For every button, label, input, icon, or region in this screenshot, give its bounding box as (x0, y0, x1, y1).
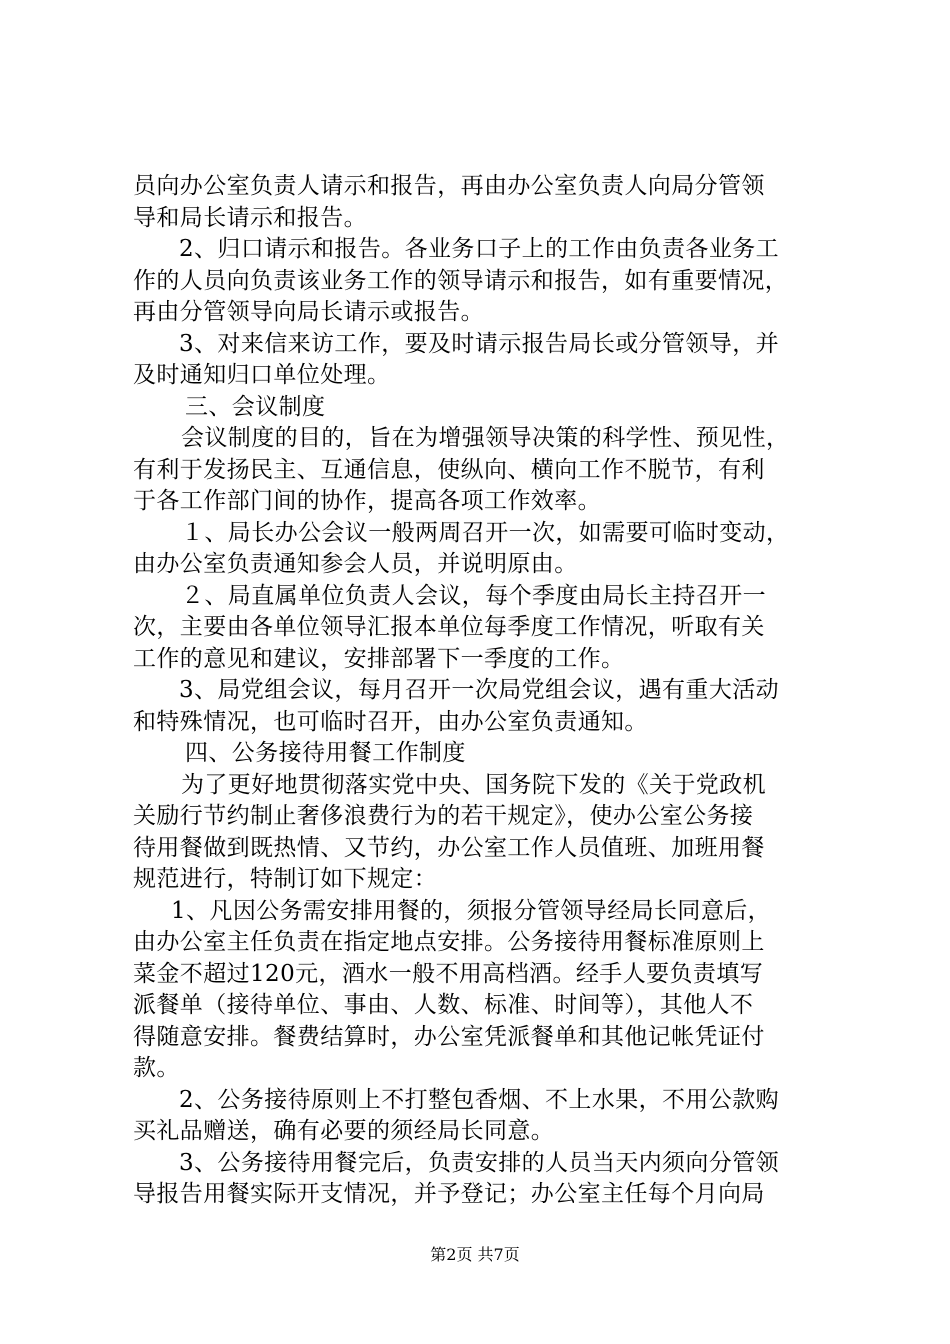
page-number-footer: 第2页 共7页 (430, 1245, 520, 1264)
text-line: 买礼品赠送，确有必要的须经局长同意。 (133, 1118, 555, 1144)
text-line: 由办公室负责通知参会人员，并说明原由。 (133, 551, 578, 577)
section-heading: 三、会议制度 (185, 393, 326, 420)
text-line: 2、归口请示和报告。各业务口子上的工作由负责各业务工 (179, 236, 780, 262)
text-line: 为了更好地贯彻落实党中央、国务院下发的《关于党政机 (181, 771, 766, 798)
text-line: 菜金不超过120元，酒水一般不用高档酒。经手人要负责填写 (133, 960, 764, 987)
text-line: 作的人员向负责该业务工作的领导请示和报告，如有重要情况， (133, 267, 789, 294)
text-line: 次，主要由各单位领导汇报本单位每季度工作情况，听取有关 (133, 614, 765, 640)
text-line: ２、局直属单位负责人会议，每个季度由局长主持召开一 (181, 582, 766, 609)
text-line: 会议制度的目的，旨在为增强领导决策的科学性、预见性， (181, 425, 790, 451)
text-line: 1、凡因公务需安排用餐的，须报分管领导经局长同意后， (171, 897, 772, 924)
text-line: 3、公务接待用餐完后，负责安排的人员当天内须向分管领 (179, 1149, 780, 1176)
text-line: 2、公务接待原则上不打整包香烟、不上水果，不用公款购 (179, 1086, 780, 1113)
text-line: 导报告用餐实际开支情况，并予登记；办公室主任每个月向局 (133, 1181, 765, 1207)
text-line: 有利于发扬民主、互通信息，使纵向、横向工作不脱节，有利 (133, 456, 765, 483)
document-body (133, 171, 825, 1211)
text-line: １、局长办公会议一般两周召开一次，如需要可临时变动， (181, 519, 790, 546)
text-line: 关励行节约制止奢侈浪费行为的若干规定》，使办公室公务接 (133, 803, 754, 829)
text-line: 工作的意见和建议，安排部署下一季度的工作。 (133, 645, 625, 672)
text-line: 员向办公室负责人请示和报告，再由办公室负责人向局分管领 (133, 173, 765, 199)
text-line: 导和局长请示和报告。 (133, 204, 367, 231)
text-line: 由办公室主任负责在指定地点安排。公务接待用餐标准原则上 (133, 929, 765, 955)
section-heading: 四、公务接待用餐工作制度 (185, 740, 466, 766)
text-line: 派餐单（接待单位、事由、人数、标准、时间等），其他人不 (133, 992, 754, 1018)
text-line: 3、局党组会议，每月召开一次局党组会议，遇有重大活动 (179, 677, 780, 703)
text-line: 款。 (133, 1055, 180, 1081)
text-line: 待用餐做到既热情、又节约，办公室工作人员值班、加班用餐 (133, 834, 765, 861)
text-line: 规范进行，特制订如下规定： (133, 866, 438, 892)
text-line: 及时通知归口单位处理。 (133, 362, 391, 388)
text-line: 再由分管领导向局长请示或报告。 (133, 299, 484, 325)
text-line: 3、对来信来访工作，要及时请示报告局长或分管领导，并 (179, 330, 780, 357)
text-line: 于各工作部门间的协作，提高各项工作效率。 (133, 488, 601, 514)
text-line: 得随意安排。餐费结算时，办公室凭派餐单和其他记帐凭证付 (133, 1023, 765, 1050)
text-line: 和特殊情况，也可临时召开，由办公室负责通知。 (133, 708, 648, 735)
